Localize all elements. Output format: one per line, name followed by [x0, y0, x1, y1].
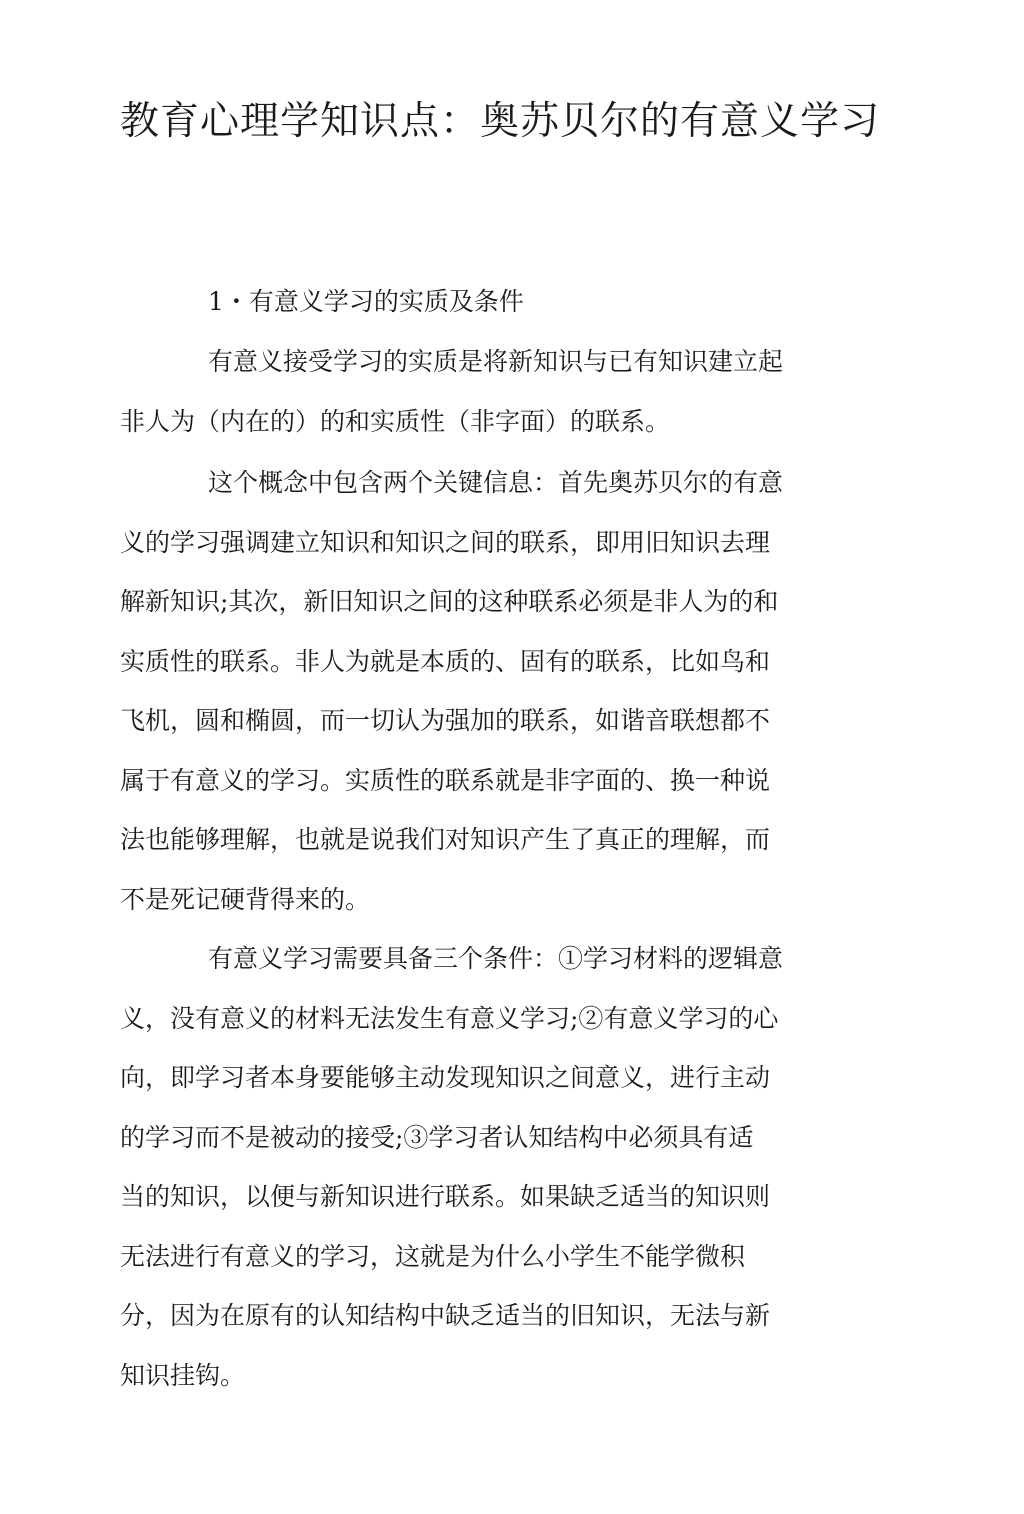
paragraph-line: 向，即学习者本身要能够主动发现知识之间意义，进行主动: [120, 1063, 771, 1092]
paragraph-line: 义的学习强调建立知识和知识之间的联系，即用旧知识去理: [120, 527, 771, 557]
paragraph-line: 义，没有意义的材料无法发生有意义学习;②有意义学习的心: [120, 1003, 779, 1033]
paragraph-line: 这个概念中包含两个关键信息：首先奥苏贝尔的有意: [208, 468, 784, 497]
paragraph-line: 的学习而不是被动的接受;③学习者认知结构中必须具有适: [120, 1122, 754, 1152]
paragraph-line: 不是死记硬背得来的。: [120, 884, 371, 914]
paragraph-line: 法也能够理解，也就是说我们对知识产生了真正的理解，而: [120, 825, 771, 854]
paragraph-line: 飞机，圆和椭圆，而一切认为强加的联系，如谐音联想都不: [120, 706, 771, 735]
paragraph-line: 属于有意义的学习。实质性的联系就是非字面的、换一种说: [120, 765, 771, 795]
paragraph-line: 分，因为在原有的认知结构中缺乏适当的旧知识，无法与新: [120, 1301, 771, 1330]
section-heading: 1・有意义学习的实质及条件: [208, 287, 524, 316]
paragraph-line: 实质性的联系。非人为就是本质的、固有的联系，比如鸟和: [120, 646, 771, 676]
paragraph-line: 非人为（内在的）的和实质性（非字面）的联系。: [120, 406, 671, 436]
paragraph-line: 当的知识，以便与新知识进行联系。如果缺乏适当的知识则: [120, 1182, 771, 1211]
paragraph-three-conditions: [120, 929, 840, 1405]
page-title: 教育心理学知识点：奥苏贝尔的有意义学习: [120, 99, 881, 144]
paragraph-line: 无法进行有意义的学习，这就是为什么小学生不能学微积: [120, 1241, 746, 1271]
paragraph-line: 有意义接受学习的实质是将新知识与已有知识建立起: [208, 347, 784, 376]
paragraph-line: 知识挂钩。: [120, 1360, 246, 1390]
paragraph-essence: [120, 332, 840, 451]
paragraph-line: 解新知识;其次，新旧知识之间的这种联系必须是非人为的和: [120, 587, 779, 616]
paragraph-key-information: [120, 453, 840, 929]
paragraph-line: 有意义学习需要具备三个条件：①学习材料的逻辑意: [208, 944, 784, 973]
